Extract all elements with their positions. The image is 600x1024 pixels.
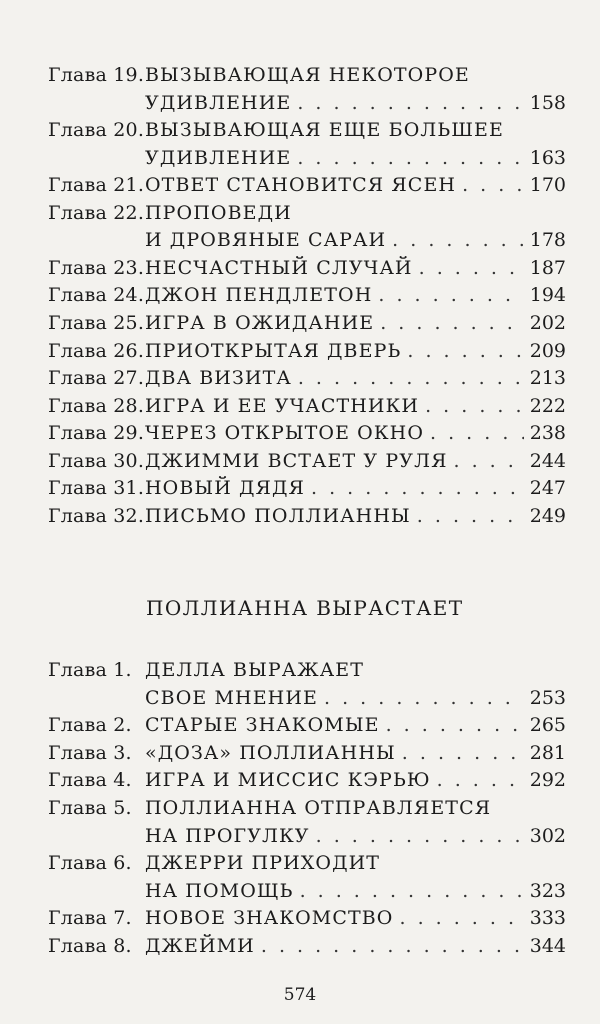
chapter-title: ОТВЕТ СТАНОВИТСЯ ЯСЕН bbox=[145, 174, 457, 197]
chapter-label: Глава 27. bbox=[48, 367, 145, 390]
chapter-page-number: 187 bbox=[529, 256, 566, 279]
chapter-title: СТАРЫЕ ЗНАКОМЫЕ bbox=[145, 714, 380, 737]
chapter-title: НОВЫЙ ДЯДЯ bbox=[145, 477, 305, 500]
chapter-title: ЧЕРЕЗ ОТКРЫТОЕ ОКНО bbox=[145, 422, 425, 445]
chapter-title: ПИСЬМО ПОЛЛИАННЫ bbox=[145, 504, 411, 527]
chapter-label: Глава 30. bbox=[48, 449, 145, 472]
chapter-title: ПРИОТКРЫТАЯ ДВЕРЬ bbox=[145, 339, 402, 362]
chapter-label: Глава 26. bbox=[48, 339, 145, 362]
dot-leader bbox=[407, 338, 523, 364]
chapter-title: ДВА ВИЗИТА bbox=[145, 367, 292, 390]
chapter-title: ДЖОН ПЕНДЛЕТОН bbox=[145, 284, 373, 307]
dot-leader bbox=[425, 393, 524, 419]
chapter-label: Глава 20. bbox=[48, 119, 145, 142]
chapter-label: Глава 5. bbox=[48, 797, 132, 819]
chapter-label: Глава 2. bbox=[48, 714, 132, 737]
dot-leader bbox=[437, 767, 524, 793]
chapter-page-number: 213 bbox=[529, 367, 566, 390]
chapter-label: Глава 8. bbox=[48, 935, 132, 957]
chapter-label: Глава 19. bbox=[48, 64, 145, 86]
dot-leader bbox=[297, 145, 523, 171]
chapter-label: Глава 31. bbox=[48, 477, 145, 500]
dot-leader bbox=[392, 227, 524, 253]
chapter-page-number: 209 bbox=[529, 339, 566, 362]
toc-entry bbox=[48, 145, 566, 171]
chapter-label: Глава 3. bbox=[48, 741, 132, 764]
chapter-page-number: 202 bbox=[529, 311, 566, 334]
dot-leader bbox=[399, 905, 523, 931]
toc-entry bbox=[48, 657, 566, 683]
toc-entry bbox=[48, 878, 566, 904]
chapter-page-number: 344 bbox=[529, 935, 566, 957]
chapter-title: И ДРОВЯНЫЕ САРАИ bbox=[145, 229, 387, 252]
dot-leader bbox=[386, 712, 524, 738]
chapter-title: ДЖЕРРИ ПРИХОДИТ bbox=[145, 852, 381, 875]
toc-entry bbox=[48, 740, 566, 766]
toc-entry bbox=[48, 712, 566, 738]
chapter-page-number: 333 bbox=[529, 907, 566, 930]
chapter-label: Глава 32. bbox=[48, 504, 145, 527]
chapter-page-number: 222 bbox=[529, 394, 566, 417]
chapter-title: ВЫЗЫВАЮЩАЯ ЕЩЕ БОЛЬШЕЕ bbox=[145, 119, 504, 142]
dot-leader bbox=[417, 503, 524, 529]
chapter-title: НЕСЧАСТНЫЙ СЛУЧАЙ bbox=[145, 256, 413, 279]
toc-entry bbox=[48, 933, 566, 959]
chapter-label: Глава 24. bbox=[48, 284, 145, 307]
chapter-page-number: 281 bbox=[529, 741, 566, 764]
chapter-title: СВОЕ МНЕНИЕ bbox=[145, 686, 318, 709]
toc-entry bbox=[48, 448, 566, 474]
chapter-label: Глава 7. bbox=[48, 907, 132, 930]
chapter-label: Глава 28. bbox=[48, 394, 145, 417]
chapter-page-number: 238 bbox=[529, 422, 566, 445]
chapter-page-number: 178 bbox=[529, 229, 566, 252]
toc-entry bbox=[48, 365, 566, 391]
toc-entry bbox=[48, 503, 566, 529]
toc-entry bbox=[48, 62, 566, 88]
toc-entry bbox=[48, 795, 566, 821]
toc-entry bbox=[48, 420, 566, 446]
dot-leader bbox=[462, 172, 524, 198]
chapter-label: Глава 6. bbox=[48, 852, 132, 875]
chapter-title: НОВОЕ ЗНАКОМСТВО bbox=[145, 907, 394, 930]
toc-entry bbox=[48, 117, 566, 143]
dot-leader bbox=[300, 878, 524, 904]
chapter-label: Глава 23. bbox=[48, 256, 145, 279]
chapter-page-number: 265 bbox=[529, 714, 566, 737]
chapter-page-number: 244 bbox=[529, 449, 566, 472]
chapter-page-number: 253 bbox=[529, 686, 566, 709]
chapter-page-number: 163 bbox=[529, 146, 566, 169]
chapter-title: НА ПРОГУЛКУ bbox=[145, 824, 310, 847]
dot-leader bbox=[316, 823, 524, 849]
chapter-page-number: 249 bbox=[529, 504, 566, 527]
toc-entry bbox=[48, 255, 566, 281]
toc-entry bbox=[48, 227, 566, 253]
chapter-label: Глава 1. bbox=[48, 659, 132, 681]
chapter-label: Глава 22. bbox=[48, 201, 145, 224]
toc-entry bbox=[48, 905, 566, 931]
toc-entry bbox=[48, 172, 566, 198]
chapter-page-number: 323 bbox=[529, 879, 566, 902]
chapter-title: ДЖИММИ ВСТАЕТ У РУЛЯ bbox=[145, 449, 448, 472]
chapter-page-number: 292 bbox=[529, 769, 566, 792]
chapter-title: УДИВЛЕНИЕ bbox=[145, 91, 292, 114]
dot-leader bbox=[311, 475, 524, 501]
chapter-label: Глава 21. bbox=[48, 174, 145, 197]
toc-entry bbox=[48, 90, 566, 116]
chapter-title: НА ПОМОЩЬ bbox=[145, 879, 294, 902]
chapter-label: Глава 25. bbox=[48, 311, 145, 334]
toc-entry bbox=[48, 823, 566, 849]
chapter-page-number: 302 bbox=[529, 824, 566, 847]
dot-leader bbox=[402, 740, 524, 766]
page-number: 574 bbox=[283, 985, 317, 1005]
toc-entry bbox=[48, 850, 566, 876]
chapter-page-number: 247 bbox=[529, 477, 566, 500]
toc-entry bbox=[48, 200, 566, 226]
toc-entry bbox=[48, 685, 566, 711]
dot-leader bbox=[297, 90, 523, 116]
toc-entry bbox=[48, 475, 566, 501]
chapter-page-number: 170 bbox=[529, 174, 566, 197]
dot-leader bbox=[378, 282, 523, 308]
dot-leader bbox=[380, 310, 524, 336]
dot-leader bbox=[261, 933, 524, 959]
chapter-title: ДЖЕЙМИ bbox=[145, 935, 255, 957]
dot-leader bbox=[324, 685, 524, 711]
chapter-label: Глава 4. bbox=[48, 769, 132, 792]
dot-leader bbox=[454, 448, 524, 474]
chapter-title: ПРОПОВЕДИ bbox=[145, 201, 292, 224]
toc-entry bbox=[48, 282, 566, 308]
toc-entry bbox=[48, 393, 566, 419]
chapter-title: УДИВЛЕНИЕ bbox=[145, 146, 292, 169]
chapter-title: ИГРА И ЕЕ УЧАСТНИКИ bbox=[145, 394, 420, 417]
toc-entry bbox=[48, 767, 566, 793]
section-heading: ПОЛЛИАННА ВЫРАСТАЕТ bbox=[146, 596, 464, 620]
chapter-label: Глава 29. bbox=[48, 422, 145, 445]
toc-entry bbox=[48, 310, 566, 336]
dot-leader bbox=[298, 365, 524, 391]
dot-leader bbox=[430, 420, 524, 446]
dot-leader bbox=[419, 255, 524, 281]
chapter-title: «ДОЗА» ПОЛЛИАННЫ bbox=[145, 741, 396, 764]
chapter-page-number: 194 bbox=[529, 284, 566, 307]
toc-entry bbox=[48, 338, 566, 364]
chapter-title: ВЫЗЫВАЮЩАЯ НЕКОТОРОЕ bbox=[145, 64, 470, 86]
chapter-page-number: 158 bbox=[529, 91, 566, 114]
chapter-title: ИГРА В ОЖИДАНИЕ bbox=[145, 311, 375, 334]
chapter-title: ДЕЛЛА ВЫРАЖАЕТ bbox=[145, 659, 364, 681]
chapter-title: ИГРА И МИССИС КЭРЬЮ bbox=[145, 769, 431, 792]
chapter-title: ПОЛЛИАННА ОТПРАВЛЯЕТСЯ bbox=[145, 797, 492, 819]
